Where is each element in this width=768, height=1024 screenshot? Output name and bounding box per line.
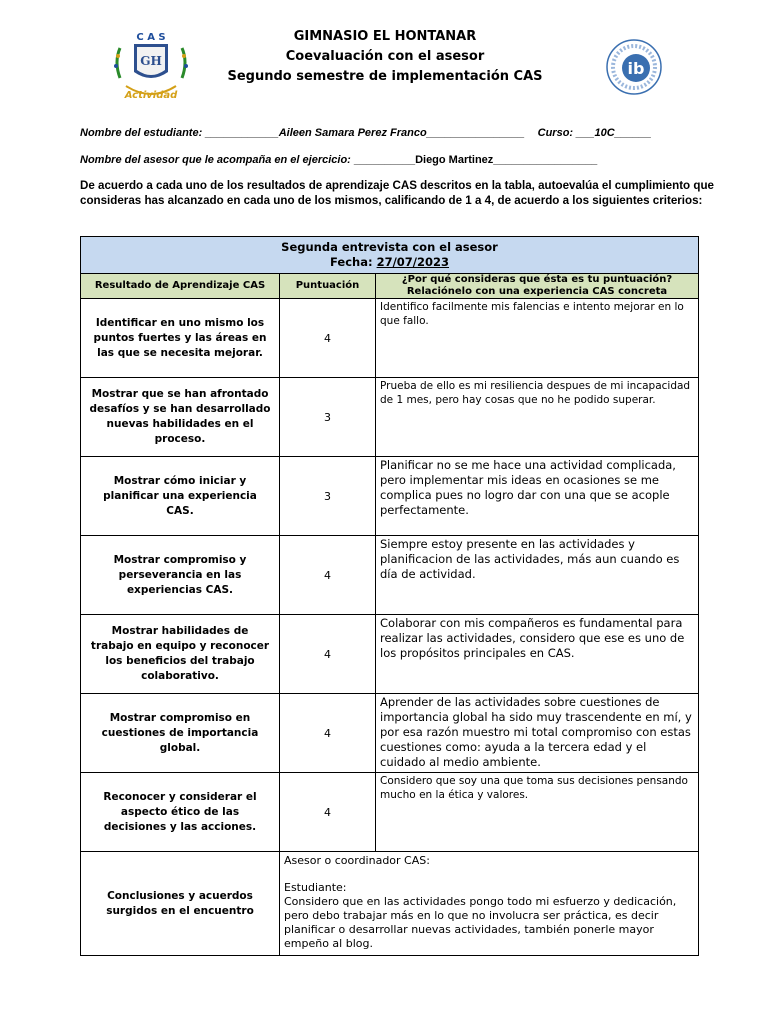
reason-cell: Prueba de ello es mi resiliencia despues de mi incapacidad de 1 mes, pero hay cosas que no he podido superar. [376,378,699,457]
student-name-value: ____________Aileen Samara Perez Franco________________ [205,127,525,139]
score-cell: 3 [280,457,376,536]
semester-title: Segundo semestre de implementación CAS [227,69,543,84]
document-subtitle: Coevaluación con el asesor [285,49,485,64]
header-outcome: Resultado de Aprendizaje CAS [81,274,280,299]
table-row [81,694,699,773]
interview-title: Segunda entrevista con el asesor [281,240,498,254]
advisor-label: Nombre del asesor que le acompaña en el ejercicio: [80,154,351,166]
score-cell: 4 [280,536,376,615]
table-row [81,457,699,536]
student-line [80,127,651,139]
outcome-cell: Identificar en uno mismo los puntos fuertes y las áreas en las que se necesita mejorar. [81,299,280,378]
evaluation-table [80,236,699,956]
svg-text:Actividad: Actividad [124,90,178,101]
outcome-cell: Reconocer y considerar el aspecto ético de las decisiones y las acciones. [81,773,280,852]
table-header-row [81,274,699,299]
outcome-cell: Mostrar compromiso en cuestiones de importancia global. [81,694,280,773]
table-row [81,773,699,852]
table-row [81,378,699,457]
outcome-cell: Mostrar compromiso y perseverancia en las experiencias CAS. [81,536,280,615]
score-cell: 4 [280,694,376,773]
reason-cell: Colaborar con mis compañeros es fundamental para realizar las actividades, considero que ese es uno de los propósitos principales en CAS. [376,615,699,694]
score-cell: 4 [280,615,376,694]
svg-text:ib: ib [627,59,645,78]
conclusion-cell [280,852,699,956]
outcome-cell: Mostrar habilidades de trabajo en equipo y reconocer los beneficios del trabajo colaborativo. [81,615,280,694]
conclusion-label: Conclusiones y acuerdos surgidos en el encuentro [81,852,280,956]
advisor-comment-label: Asesor o coordinador CAS: [284,854,430,867]
table-row [81,615,699,694]
reason-cell: Considero que soy una que toma sus decisiones pensando mucho en la ética y valores. [376,773,699,852]
svg-text:C A S: C A S [136,32,166,43]
date-value: 27/07/2023 [376,255,450,269]
table-row [81,299,699,378]
score-cell: 4 [280,299,376,378]
header-reason: ¿Por qué consideras que ésta es tu puntuación? Relaciónelo con una experiencia CAS concreta [376,274,699,299]
advisor-value: __________Diego Martinez_________________ [353,154,598,166]
date-label: Fecha: [330,255,373,269]
student-name-label: Nombre del estudiante: [80,127,203,139]
reason-cell: Aprender de las actividades sobre cuestiones de importancia global ha sido muy trascendente en mí, y por esa razón muestro mi total compromiso con estas cuestiones como: ayuda a la tercera edad y el cuidado al medio ambiente. [376,694,699,773]
reason-cell: Planificar no se me hace una actividad complicada, pero implementar mis ideas en ocasiones se me complica pues no logro dar con una que se acople perfectamente. [376,457,699,536]
student-comment-label: Estudiante: [284,881,347,894]
table-title-cell [81,237,699,274]
reason-cell: Siempre estoy presente en las actividades y planificacion de las actividades, más aun cuando es día de actividad. [376,536,699,615]
table-row [81,536,699,615]
header-score: Puntuación [280,274,376,299]
school-title: GIMNASIO EL HONTANAR [293,29,477,44]
svg-text:GH: GH [140,54,162,68]
course-label: Curso: [537,127,574,139]
score-cell: 4 [280,773,376,852]
ib-logo [600,38,668,96]
instructions-paragraph: De acuerdo a cada uno de los resultados de aprendizaje CAS descritos en la tabla, autoevalúa el cumplimiento que consideras has alcanzado en cada uno de los mismos, calificando de 1 a 4, de acuerdo a los siguientes criterios: [80,179,714,207]
outcome-cell: Mostrar que se han afrontado desafíos y se han desarrollado nuevas habilidades en el proceso. [81,378,280,457]
outcome-cell: Mostrar cómo iniciar y planificar una experiencia CAS. [81,457,280,536]
conclusion-row [81,852,699,956]
student-comment-text: Considero que en las actividades pongo todo mi esfuerzo y dedicación, pero debo trabajar más en lo que no involucra ser práctica, es decir planificar o desarrollar nuevas actividades, también ponerle mayor empeño al blog. [284,895,677,950]
score-cell: 3 [280,378,376,457]
advisor-line [80,154,597,166]
interview-date [81,255,698,270]
course-value: ___10C______ [576,127,652,139]
reason-cell: Identifico facilmente mis falencias e intento mejorar en lo que fallo. [376,299,699,378]
table-title-row [81,237,699,274]
